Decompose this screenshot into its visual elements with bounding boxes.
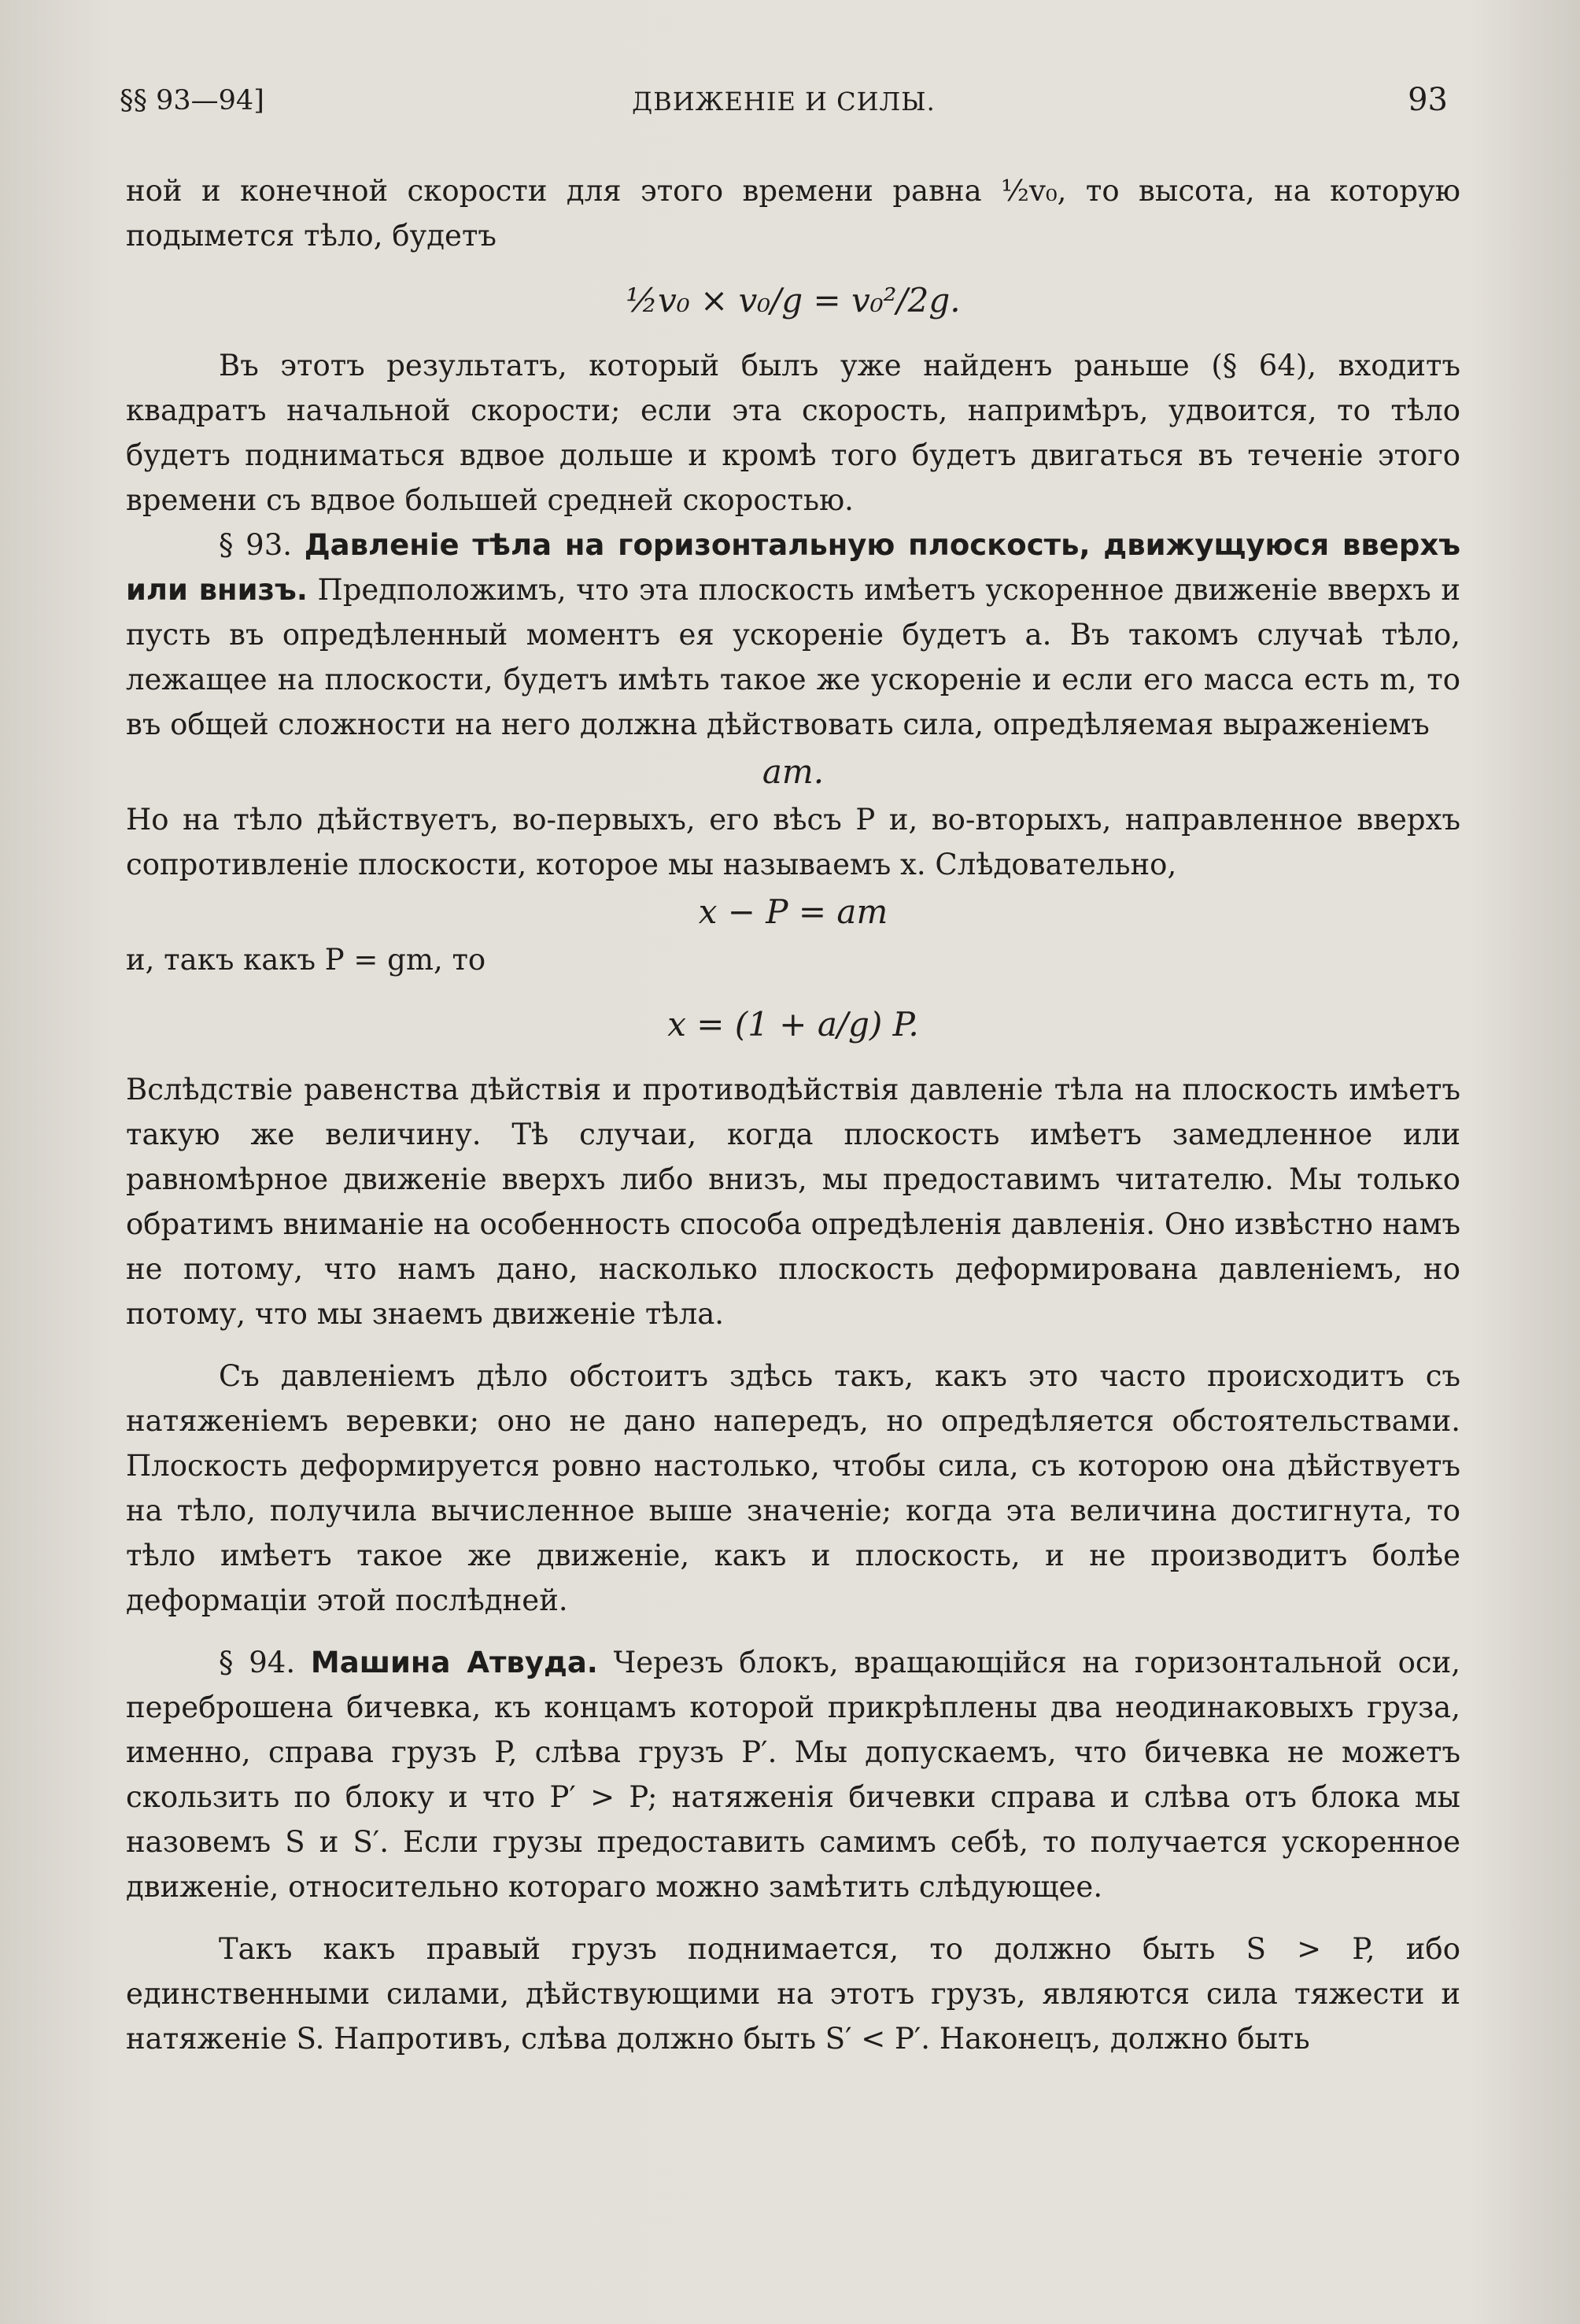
section-94 — [126, 1640, 1460, 1909]
paragraph-2: Въ этотъ результатъ, который былъ уже найденъ раньше (§ 64), входитъ квадратъ начальной скорости; если эта скорость, напримѣръ, удвоится, то тѣло будетъ подниматься вдвое дольше и кромѣ того будетъ двигаться въ теченіе этого времени съ вдвое большей средней скоростью. — [126, 349, 1460, 517]
equation-height — [126, 269, 1460, 332]
section-93-text: Предположимъ, что эта плоскость имѣетъ ускоренное движеніе вверхъ и пусть въ опредѣленный моментъ ея ускореніе будетъ a. Въ такомъ случаѣ тѣло, лежащее на плоскости, будетъ имѣть такое же ускореніе и если его масса есть m, то въ общей сложности на него должна дѣйствовать сила, опредѣляемая выраженіемъ — [126, 573, 1461, 741]
page-number: 93 — [1408, 82, 1448, 118]
paragraph-5: Вслѣдствіе равенства дѣйствія и противодѣйствія давленіе тѣла на плоскость имѣетъ такую же величину. Тѣ случаи, когда плоскость имѣетъ замедленное или равномѣрное движеніе вверхъ либо внизъ, мы предоставимъ читателю. Мы только обратимъ вниманіе на особенность способа опредѣленія давленія. Оно извѣстно намъ не потому, что намъ дано, насколько плоскость деформирована давленіемъ, но потому, что мы знаемъ движеніе тѣла. — [126, 1073, 1460, 1331]
section-93-title: Давленіе тѣла на горизонтальную плоскость, движущуюся вверхъ или внизъ. — [126, 528, 1461, 607]
running-header — [120, 82, 1448, 124]
paragraph-1: ной и конечной скорости для этого времени равна ½v₀, то высота, на которую подымется тѣло, будетъ — [126, 174, 1460, 253]
paragraph-3: Но на тѣло дѣйствуетъ, во-первыхъ, его вѣсъ P и, во-вторыхъ, направленное вверхъ сопротивленіе плоскости, которое мы называемъ x. Слѣдовательно, — [126, 803, 1460, 881]
running-title: ДВИЖЕНІЕ И СИЛЫ. — [632, 87, 936, 116]
equation-height-text: ½v₀ × v₀/g = v₀²/2g. — [626, 281, 961, 320]
equation-am-text: am. — [762, 752, 825, 791]
section-94-number: § 94. — [219, 1646, 296, 1679]
section-93-number: § 93. — [219, 528, 293, 562]
page-body — [126, 168, 1460, 2061]
section-94-title: Машина Атвуда. — [310, 1646, 598, 1679]
equation-am — [126, 750, 1460, 794]
equation-x-text: x = (1 + a/g) P. — [667, 1005, 919, 1044]
paragraph-6: Съ давленіемъ дѣло обстоитъ здѣсь такъ, какъ это часто происходитъ съ натяженіемъ веревки; оно не дано напередъ, но опредѣляется обстоятельствами. Плоскость деформируется ровно настолько, чтобы сила, съ которою она дѣйствуетъ на тѣло, получила вычисленное выше значеніе; когда эта величина достигнута, то тѣло имѣетъ такое же движеніе, какъ и плоскость, и не производитъ болѣе деформаціи этой послѣдней. — [126, 1359, 1460, 1617]
paragraph-4: и, такъ какъ P = gm, то — [126, 943, 486, 977]
equation-x-minus-p-text: x − P = am — [698, 892, 888, 931]
section-93 — [126, 523, 1460, 747]
equation-x — [126, 993, 1460, 1056]
section-94-text: Черезъ блокъ, вращающійся на горизонтальной оси, переброшена бичевка, къ концамъ которой прикрѣплены два неодинаковыхъ груза, именно, справа грузъ P, слѣва грузъ P′. Мы допускаемъ, что бичевка не можетъ скользить по блоку и что P′ > P; натяженія бичевки справа и слѣва отъ блока мы назовемъ S и S′. Если грузы предоставить самимъ себѣ, то получается ускоренное движеніе, относительно котораго можно замѣтить слѣдующее. — [126, 1646, 1461, 1904]
section-reference: §§ 93—94] — [120, 85, 264, 116]
equation-x-minus-p — [126, 890, 1460, 934]
paragraph-7: Такъ какъ правый грузъ поднимается, то должно быть S > P, ибо единственными силами, дѣйствующими на этотъ грузъ, являются сила тяжести и натяженіе S. Напротивъ, слѣва должно быть S′ < P′. Наконецъ, должно быть — [126, 1932, 1460, 2056]
